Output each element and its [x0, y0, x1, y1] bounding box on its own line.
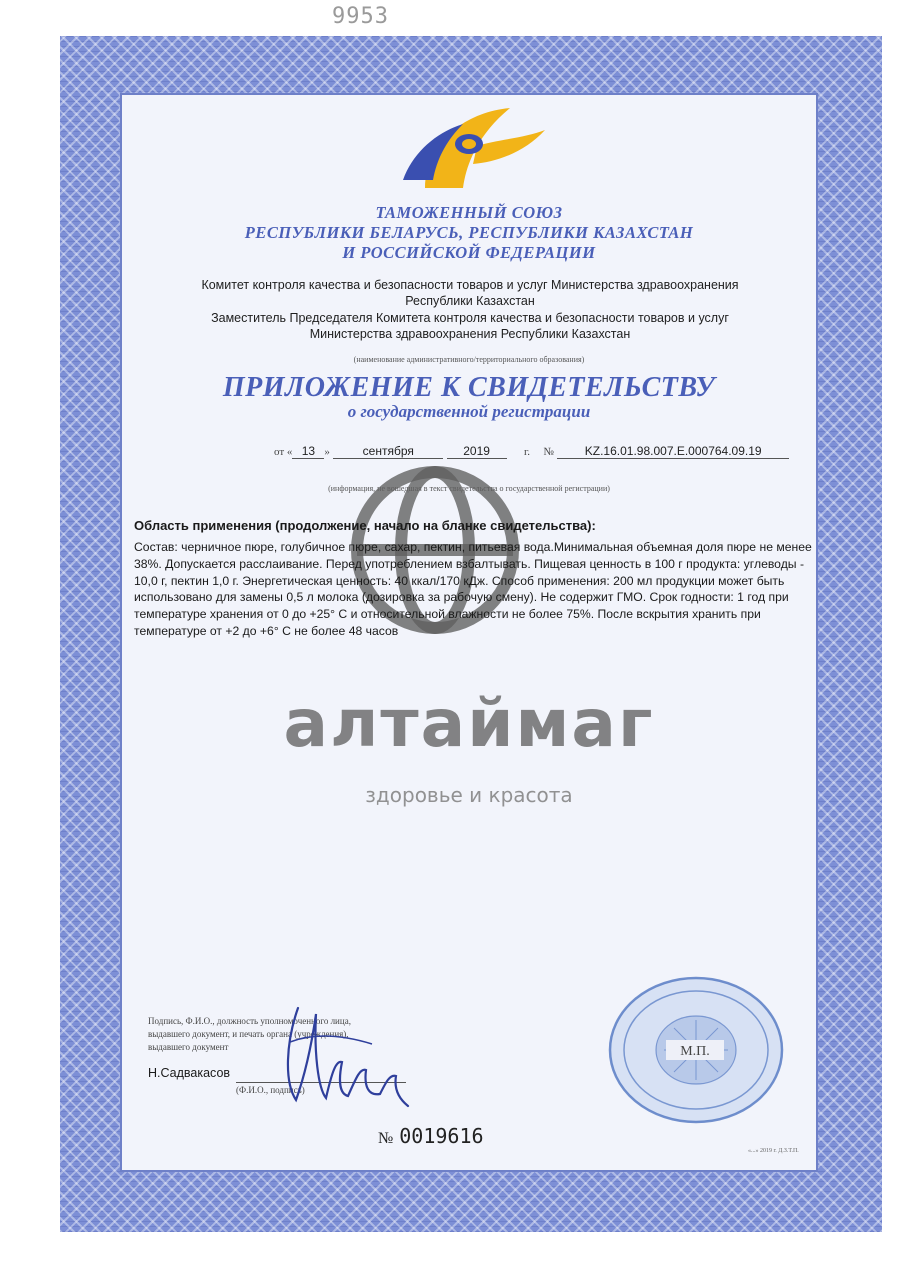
section-body: Состав: черничное пюре, голубичное пюре, сахар, пектин, питьевая вода.Минимальная объемная доля пюре не менее 38%. Допускается расслаивание. Перед употреблением взбалтывать. Пищевая ценность в 100 г продукта: углеводы - 10,0 г, пектин 1,0 г. Энергетическая ценность: 40 ккал/170 кДж. Способ применения: 200 мл продукции может быть использовано для замены 0,5 л молока (дозировка за рабочую смену). Не содержит ГМО. Срок годности: 1 год при температуре хранения от 0 до +25° С и относительной влажности не более 75%. После вскрытия хранить при температуре от +2 до +6° С не более 48 часов [134, 540, 812, 638]
serial-value: 0019616 [399, 1124, 484, 1148]
signature-caption-line-1: Подпись, Ф.И.О., должность уполномоченного лица, [148, 1016, 351, 1026]
date-month: сентября [333, 444, 443, 459]
info-caption: (информация, не вошедшая в текст свидетельства о государственной регистрации) [328, 484, 610, 493]
seal-label: М.П. [680, 1044, 710, 1059]
header-line-1: ТАМОЖЕННЫЙ СОЮЗ [375, 203, 563, 222]
registration-number: KZ.16.01.98.007.Е.000764.09.19 [557, 444, 789, 459]
signature-caption-line-2: выдавшего документ, и печать органа (учреждения), [148, 1029, 349, 1039]
date-day: 13 [292, 444, 324, 459]
committee-line-1: Комитет контроля качества и безопасности товаров и услуг Министерства здравоохранения [201, 278, 739, 292]
registration-number-label: № [543, 446, 554, 458]
header-line-2: РЕСПУБЛИКИ БЕЛАРУСЬ, РЕСПУБЛИКИ КАЗАХСТАН [244, 223, 694, 242]
print-code: «...» 2019 г. Д.З.Т.П. [748, 1148, 799, 1154]
handwritten-signature-icon [276, 1002, 416, 1112]
signature-sub-caption: (Ф.И.О., подпись) [236, 1085, 305, 1095]
committee-line-3: Заместитель Председателя Комитета контроля качества и безопасности товаров и услуг [211, 311, 729, 325]
customs-union-emblem-icon [385, 100, 555, 200]
date-year-suffix: г. [523, 446, 530, 458]
watermark-brand: алтаймаг [283, 685, 655, 762]
header-line-3: И РОССИЙСКОЙ ФЕДЕРАЦИИ [342, 243, 596, 262]
watermark-tagline: здоровье и красота [365, 783, 573, 807]
date-year: 2019 [447, 444, 507, 459]
date-mid: » [324, 446, 330, 458]
serial-prefix: № [378, 1130, 394, 1147]
document-subtitle: о государственной регистрации [347, 402, 591, 421]
handwritten-number: 9953 [332, 4, 389, 29]
date-prefix: от « [274, 446, 293, 458]
signature-caption-line-3: выдавшего документ [148, 1042, 229, 1052]
section-title: Область применения (продолжение, начало на бланке свидетельства): [134, 518, 596, 533]
document-title: ПРИЛОЖЕНИЕ К СВИДЕТЕЛЬСТВУ [222, 372, 716, 403]
signatory-name: Н.Садвакасов [148, 1066, 231, 1080]
date-line [274, 444, 789, 459]
committee-line-2: Республики Казахстан [405, 294, 535, 308]
serial-number [378, 1124, 484, 1148]
official-seal-icon [604, 970, 789, 1130]
committee-line-4: Министерства здравоохранения Республики Казахстан [309, 327, 631, 341]
committee-caption: (наименование административного/территориального образования) [353, 355, 585, 364]
